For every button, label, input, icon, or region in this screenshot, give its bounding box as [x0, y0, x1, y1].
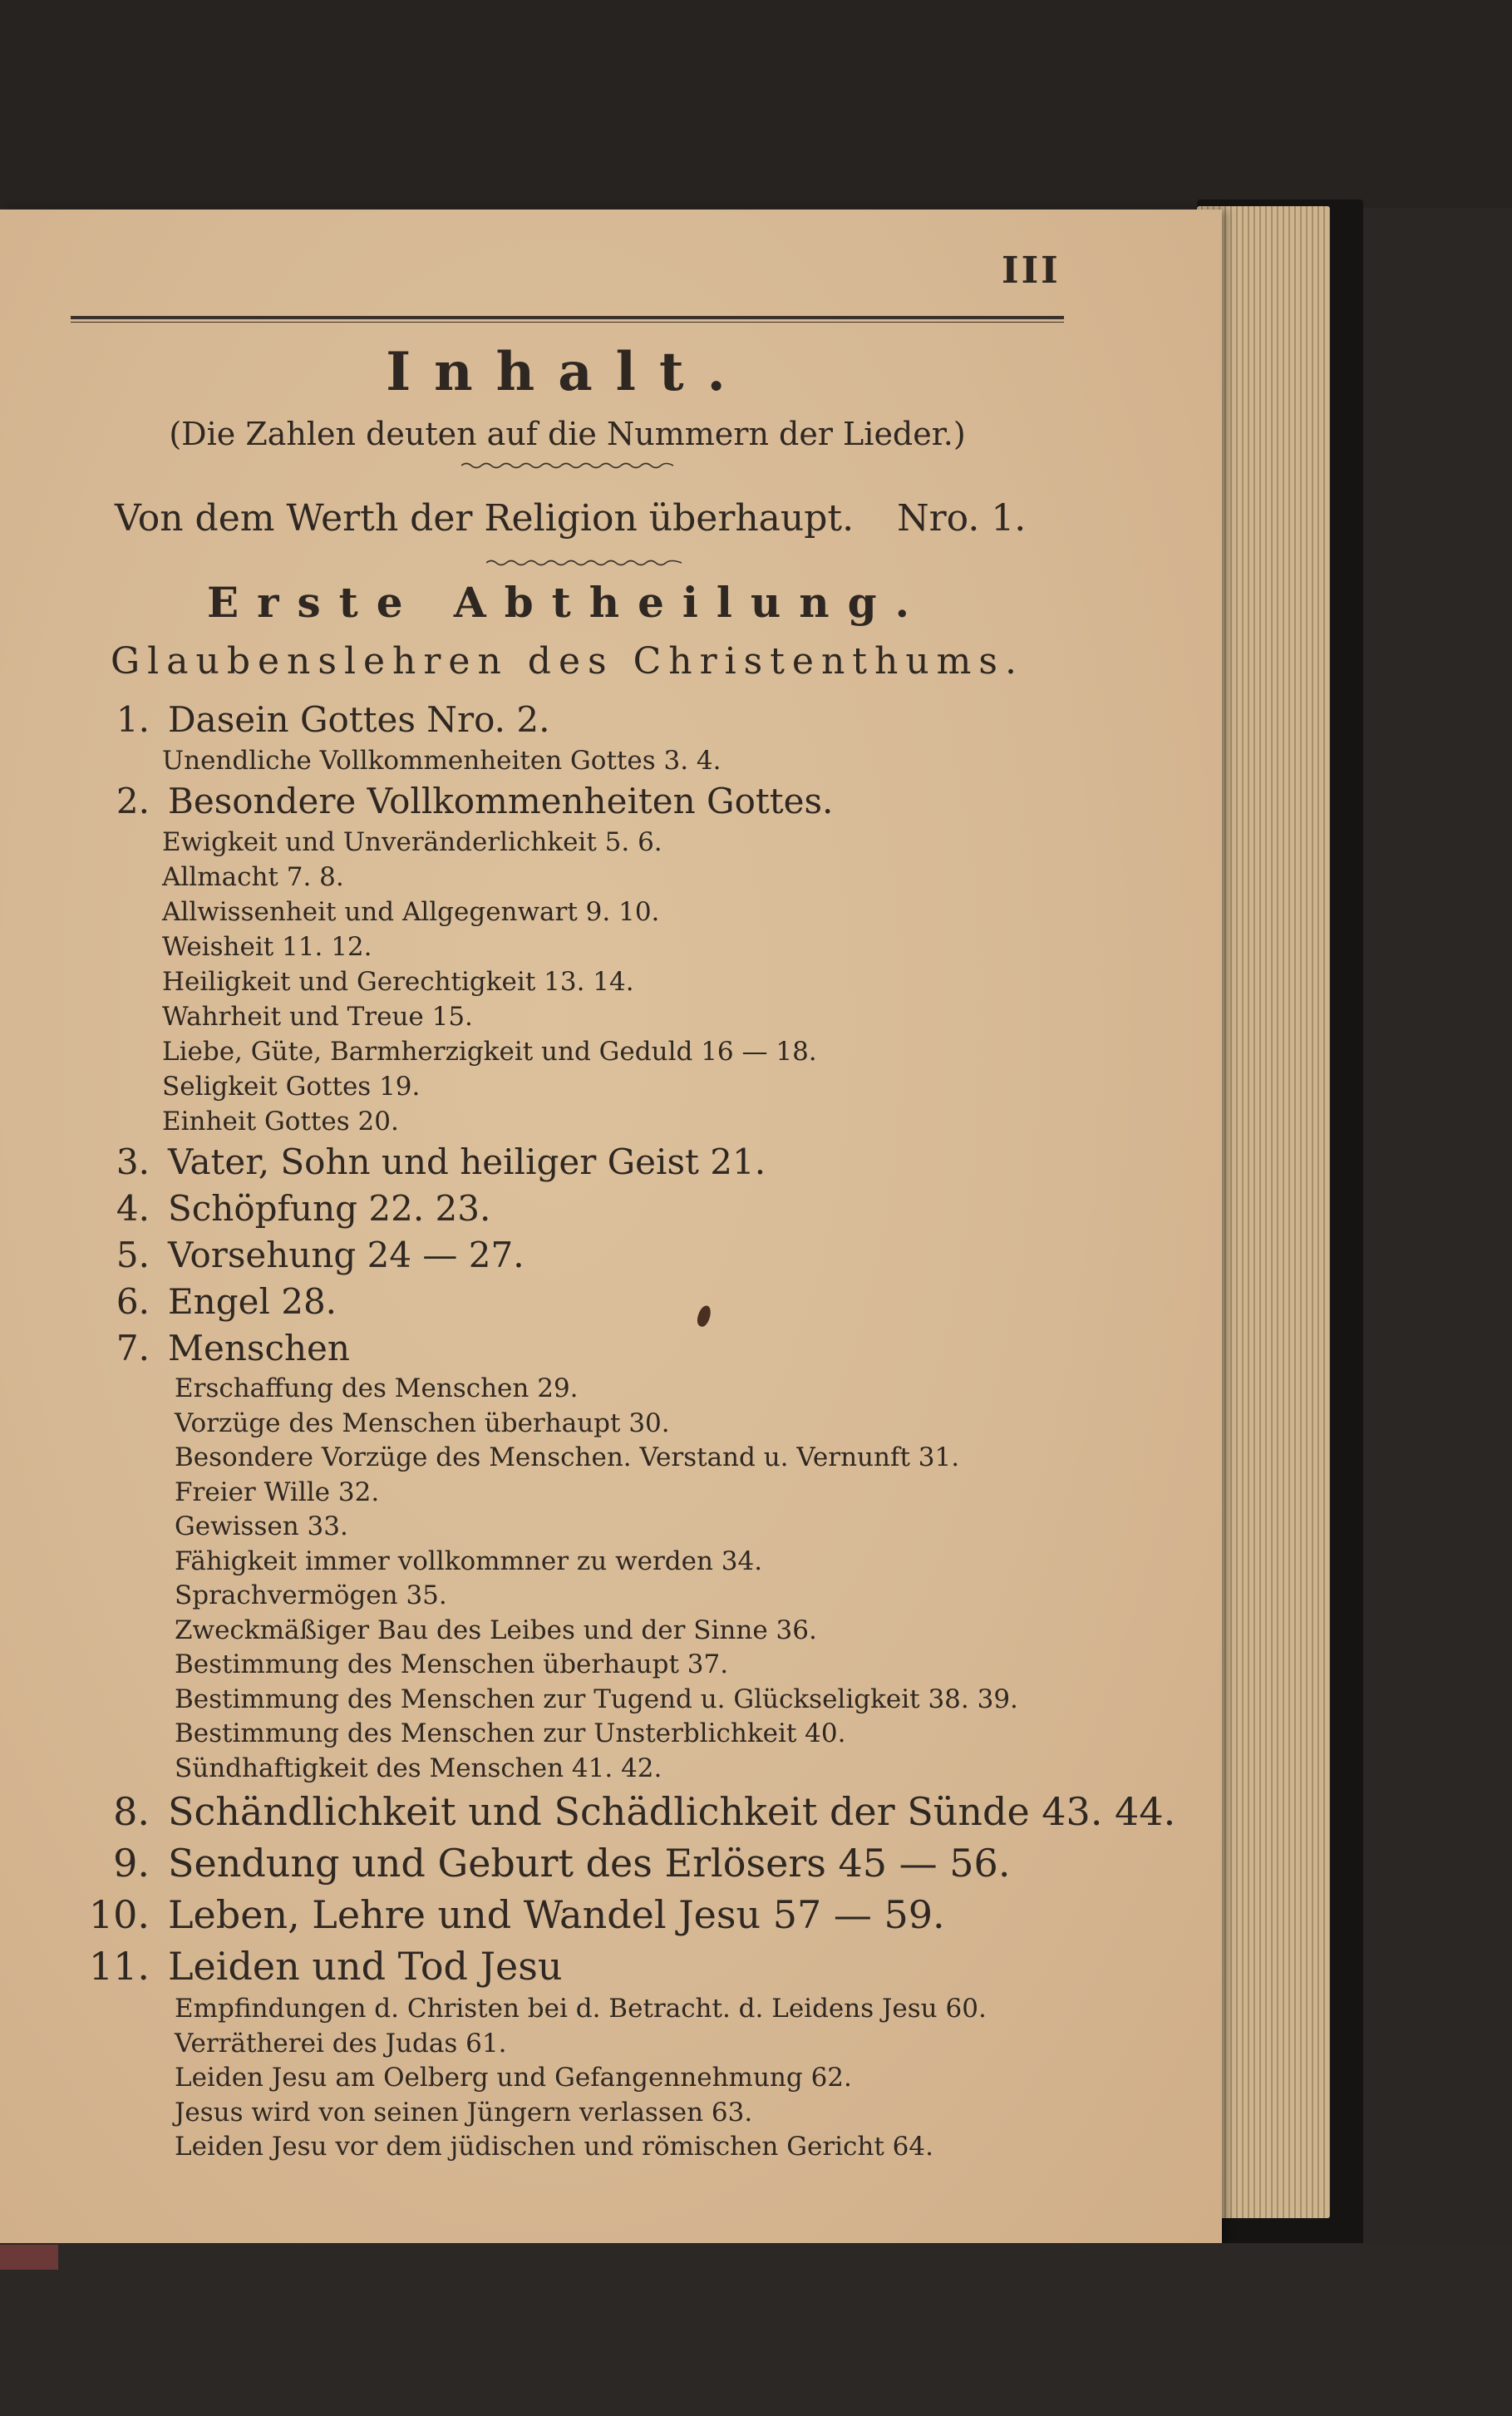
- toc-subentry: Einheit Gottes 20.: [162, 1107, 399, 1137]
- toc-subentry: Heiligkeit und Gerechtigkeit 13. 14.: [162, 967, 634, 997]
- toc-entry-number: 6.: [116, 1281, 150, 1322]
- toc-subentry: Jesus wird von seinen Jüngern verlassen 63.: [175, 2097, 753, 2128]
- toc-entry: [83, 697, 1114, 743]
- toc-subentry: Allwissenheit und Allgegenwart 9. 10.: [162, 897, 660, 927]
- toc-entry-number: 8.: [113, 1789, 150, 1834]
- toc-subentry: Ewigkeit und Unveränderlichkeit 5. 6.: [162, 827, 662, 857]
- toc-subentry: Wahrheit und Treue 15.: [162, 1002, 473, 1032]
- red-edge-mark: [0, 2245, 58, 2270]
- toc-entry: [83, 1837, 1114, 1889]
- toc-subentry: Besondere Vorzüge des Menschen. Verstand u. Vernunft 31.: [175, 1442, 960, 1472]
- toc-entry-number: 2.: [116, 781, 150, 821]
- toc-entry: [83, 1940, 1114, 1992]
- preface-number: Nro. 1.: [897, 497, 1027, 540]
- toc-subentry: Zweckmäßiger Bau des Leibes und der Sinne 36.: [175, 1615, 817, 1645]
- toc-entry-number: 11.: [88, 1944, 150, 1989]
- wavy-ornament: [461, 461, 673, 470]
- toc-subentry: Empfindungen d. Christen bei d. Betracht. d. Leidens Jesu 60.: [175, 1994, 987, 2024]
- toc-entry-text: Besondere Vollkommenheiten Gottes.: [168, 781, 834, 821]
- toc-subentry: Leiden Jesu vor dem jüdischen und römischen Gericht 64.: [175, 2132, 933, 2162]
- table-of-contents: [83, 697, 1176, 2165]
- toc-entry: [83, 778, 1114, 825]
- toc-entry: [83, 1786, 1176, 1837]
- toc-entry-text: Engel 28.: [168, 1281, 337, 1322]
- toc-subentry: Freier Wille 32.: [175, 1477, 380, 1507]
- toc-entry-text: Dasein Gottes Nro. 2.: [168, 699, 550, 740]
- toc-subentry: Weisheit 11. 12.: [162, 932, 372, 962]
- toc-entry-number: 5.: [116, 1235, 150, 1275]
- toc-subentry: Liebe, Güte, Barmherzigkeit und Geduld 16 — 18.: [162, 1037, 817, 1067]
- toc-subentry: Sündhaftigkeit des Menschen 41. 42.: [175, 1753, 662, 1783]
- toc-entry: [83, 1139, 1114, 1186]
- toc-subentry: Erschaffung des Menschen 29.: [175, 1373, 579, 1403]
- toc-entry-text: Leben, Lehre und Wandel Jesu 57 — 59.: [168, 1892, 945, 1937]
- toc-subentry: Allmacht 7. 8.: [162, 862, 344, 892]
- toc-subentry: Verrätherei des Judas 61.: [175, 2028, 507, 2059]
- toc-entry-number: 1.: [116, 699, 150, 740]
- toc-entry-text: Vorsehung 24 — 27.: [168, 1235, 525, 1275]
- section-subheading: Glaubenslehren des Christenthums.: [111, 640, 1024, 683]
- header-rule-thin: [71, 322, 1064, 323]
- toc-entry: [83, 1279, 1114, 1325]
- toc-entry-text: Vater, Sohn und heiliger Geist 21.: [168, 1141, 766, 1182]
- toc-subentry: Bestimmung des Menschen überhaupt 37.: [175, 1649, 729, 1679]
- toc-entry-text: Sendung und Geburt des Erlösers 45 — 56.: [168, 1841, 1011, 1886]
- wavy-ornament-2: [486, 559, 682, 567]
- toc-entry-text: Schöpfung 22. 23.: [168, 1188, 491, 1229]
- toc-entry: [83, 1325, 1114, 1372]
- toc-entry-number: 7.: [116, 1328, 150, 1368]
- toc-entry-number: 9.: [113, 1841, 150, 1886]
- header-rule: [71, 316, 1064, 319]
- toc-subentry: Seligkeit Gottes 19.: [162, 1072, 421, 1102]
- toc-subentry: Gewissen 33.: [175, 1511, 348, 1541]
- toc-entry-number: 10.: [88, 1892, 150, 1937]
- toc-entry-text: Schändlichkeit und Schädlichkeit der Sünde 43. 44.: [168, 1789, 1176, 1834]
- toc-entry: [83, 1232, 1114, 1279]
- backdrop-bottom: [0, 2243, 1512, 2416]
- toc-subentry: Unendliche Vollkommenheiten Gottes 3. 4.: [162, 746, 722, 776]
- preface-text: Von dem Werth der Religion überhaupt.: [115, 497, 855, 540]
- toc-entry: [83, 1186, 1114, 1232]
- backdrop-top: [0, 0, 1512, 208]
- toc-entry-text: Leiden und Tod Jesu: [168, 1944, 563, 1989]
- preface-entry: [115, 497, 1026, 540]
- toc-subentry: Bestimmung des Menschen zur Unsterblichkeit 40.: [175, 1718, 846, 1748]
- toc-entry-text: Menschen: [168, 1328, 350, 1368]
- toc-entry: [83, 1889, 1114, 1940]
- toc-subentry: Leiden Jesu am Oelberg und Gefangennehmung 62.: [175, 2063, 852, 2093]
- toc-subentry: Fähigkeit immer vollkommner zu werden 34.: [175, 1546, 763, 1576]
- page-title: Inhalt.: [386, 341, 749, 403]
- toc-subentry: Bestimmung des Menschen zur Tugend u. Glückseligkeit 38. 39.: [175, 1684, 1018, 1714]
- toc-entry-number: 3.: [116, 1141, 150, 1182]
- page-number: III: [1002, 249, 1061, 292]
- toc-subentry: Sprachvermögen 35.: [175, 1580, 447, 1610]
- toc-entry-number: 4.: [116, 1188, 150, 1229]
- toc-subentry: Vorzüge des Menschen überhaupt 30.: [175, 1408, 670, 1438]
- page-subtitle: (Die Zahlen deuten auf die Nummern der Lieder.): [169, 416, 966, 452]
- section-heading: Erste Abtheilung.: [207, 578, 928, 627]
